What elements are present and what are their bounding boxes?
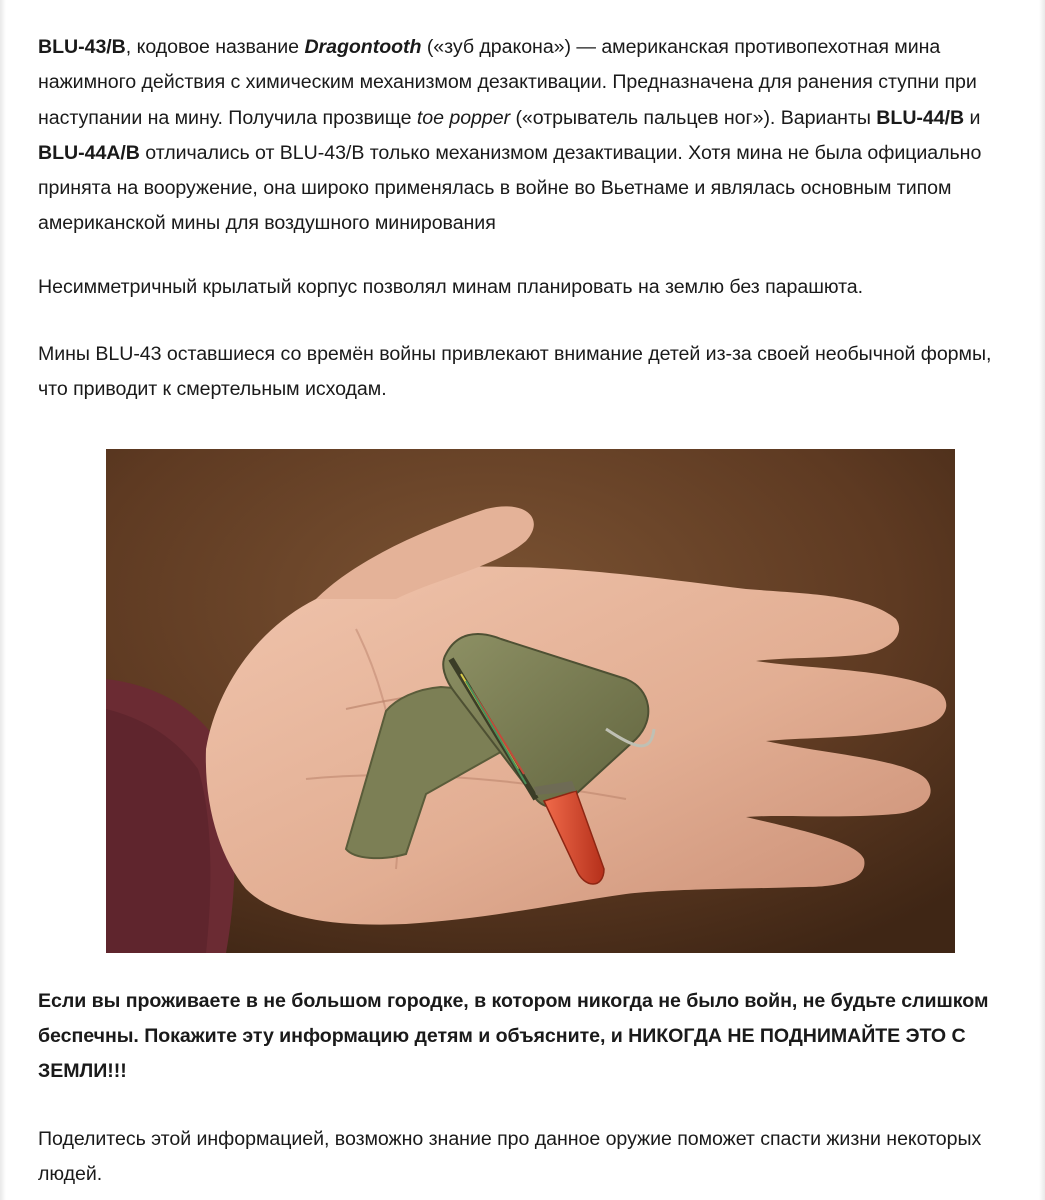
intro-text-2: («зуб дракона») — американская противопехотная мина нажимного действия с химическим механизмом дезактивации. Предназначена для ранения ступни при наступании на мину. Получила прозвище	[38, 36, 977, 129]
intro-paragraph	[38, 30, 1013, 242]
intro-text-1: , кодовое название	[125, 36, 305, 58]
term-blu44ab: BLU-44A/B	[38, 141, 140, 164]
term-blu43b: BLU-43/B	[38, 36, 126, 58]
article-body	[38, 30, 1013, 434]
mine-in-hand-photo	[106, 449, 955, 953]
term-blu44b: BLU-44/B	[876, 106, 965, 129]
intro-text-3: («отрыватель пальцев ног»). Варианты	[510, 106, 877, 129]
warning-section	[38, 984, 1013, 1192]
intro-text-5: отличались от BLU-43/B только механизмом дезактивации. Хотя мина не была официально принята на вооружение, она широко применялась в войне во Вьетнаме и являлась основным типом американской мины для воздушного минирования	[38, 141, 982, 235]
term-toe-popper: toe popper	[416, 106, 511, 129]
children-paragraph: Мины BLU-43 оставшиеся со времён войны привлекают внимание детей из-за своей необычной формы, что приводит к смертельным исходам.	[38, 343, 992, 401]
warning-paragraph: Если вы проживаете в не большом городке, в котором никогда не было войн, не будьте слишком беспечны. Покажите эту информацию детям и объясните, и НИКОГДА НЕ ПОДНИМАЙТЕ ЭТО С ЗЕМЛИ!!!	[38, 990, 989, 1083]
share-paragraph: Поделитесь этой информацией, возможно знание про данное оружие поможет спасти жизни некоторых людей.	[38, 1127, 982, 1185]
page-edge-left	[0, 0, 6, 1200]
wing-paragraph: Несимметричный крылатый корпус позволял минам планировать на землю без парашюта.	[38, 275, 864, 298]
intro-text-4: и	[964, 106, 981, 129]
page-edge-right	[1039, 0, 1045, 1200]
term-dragontooth: Dragontooth	[304, 36, 422, 58]
